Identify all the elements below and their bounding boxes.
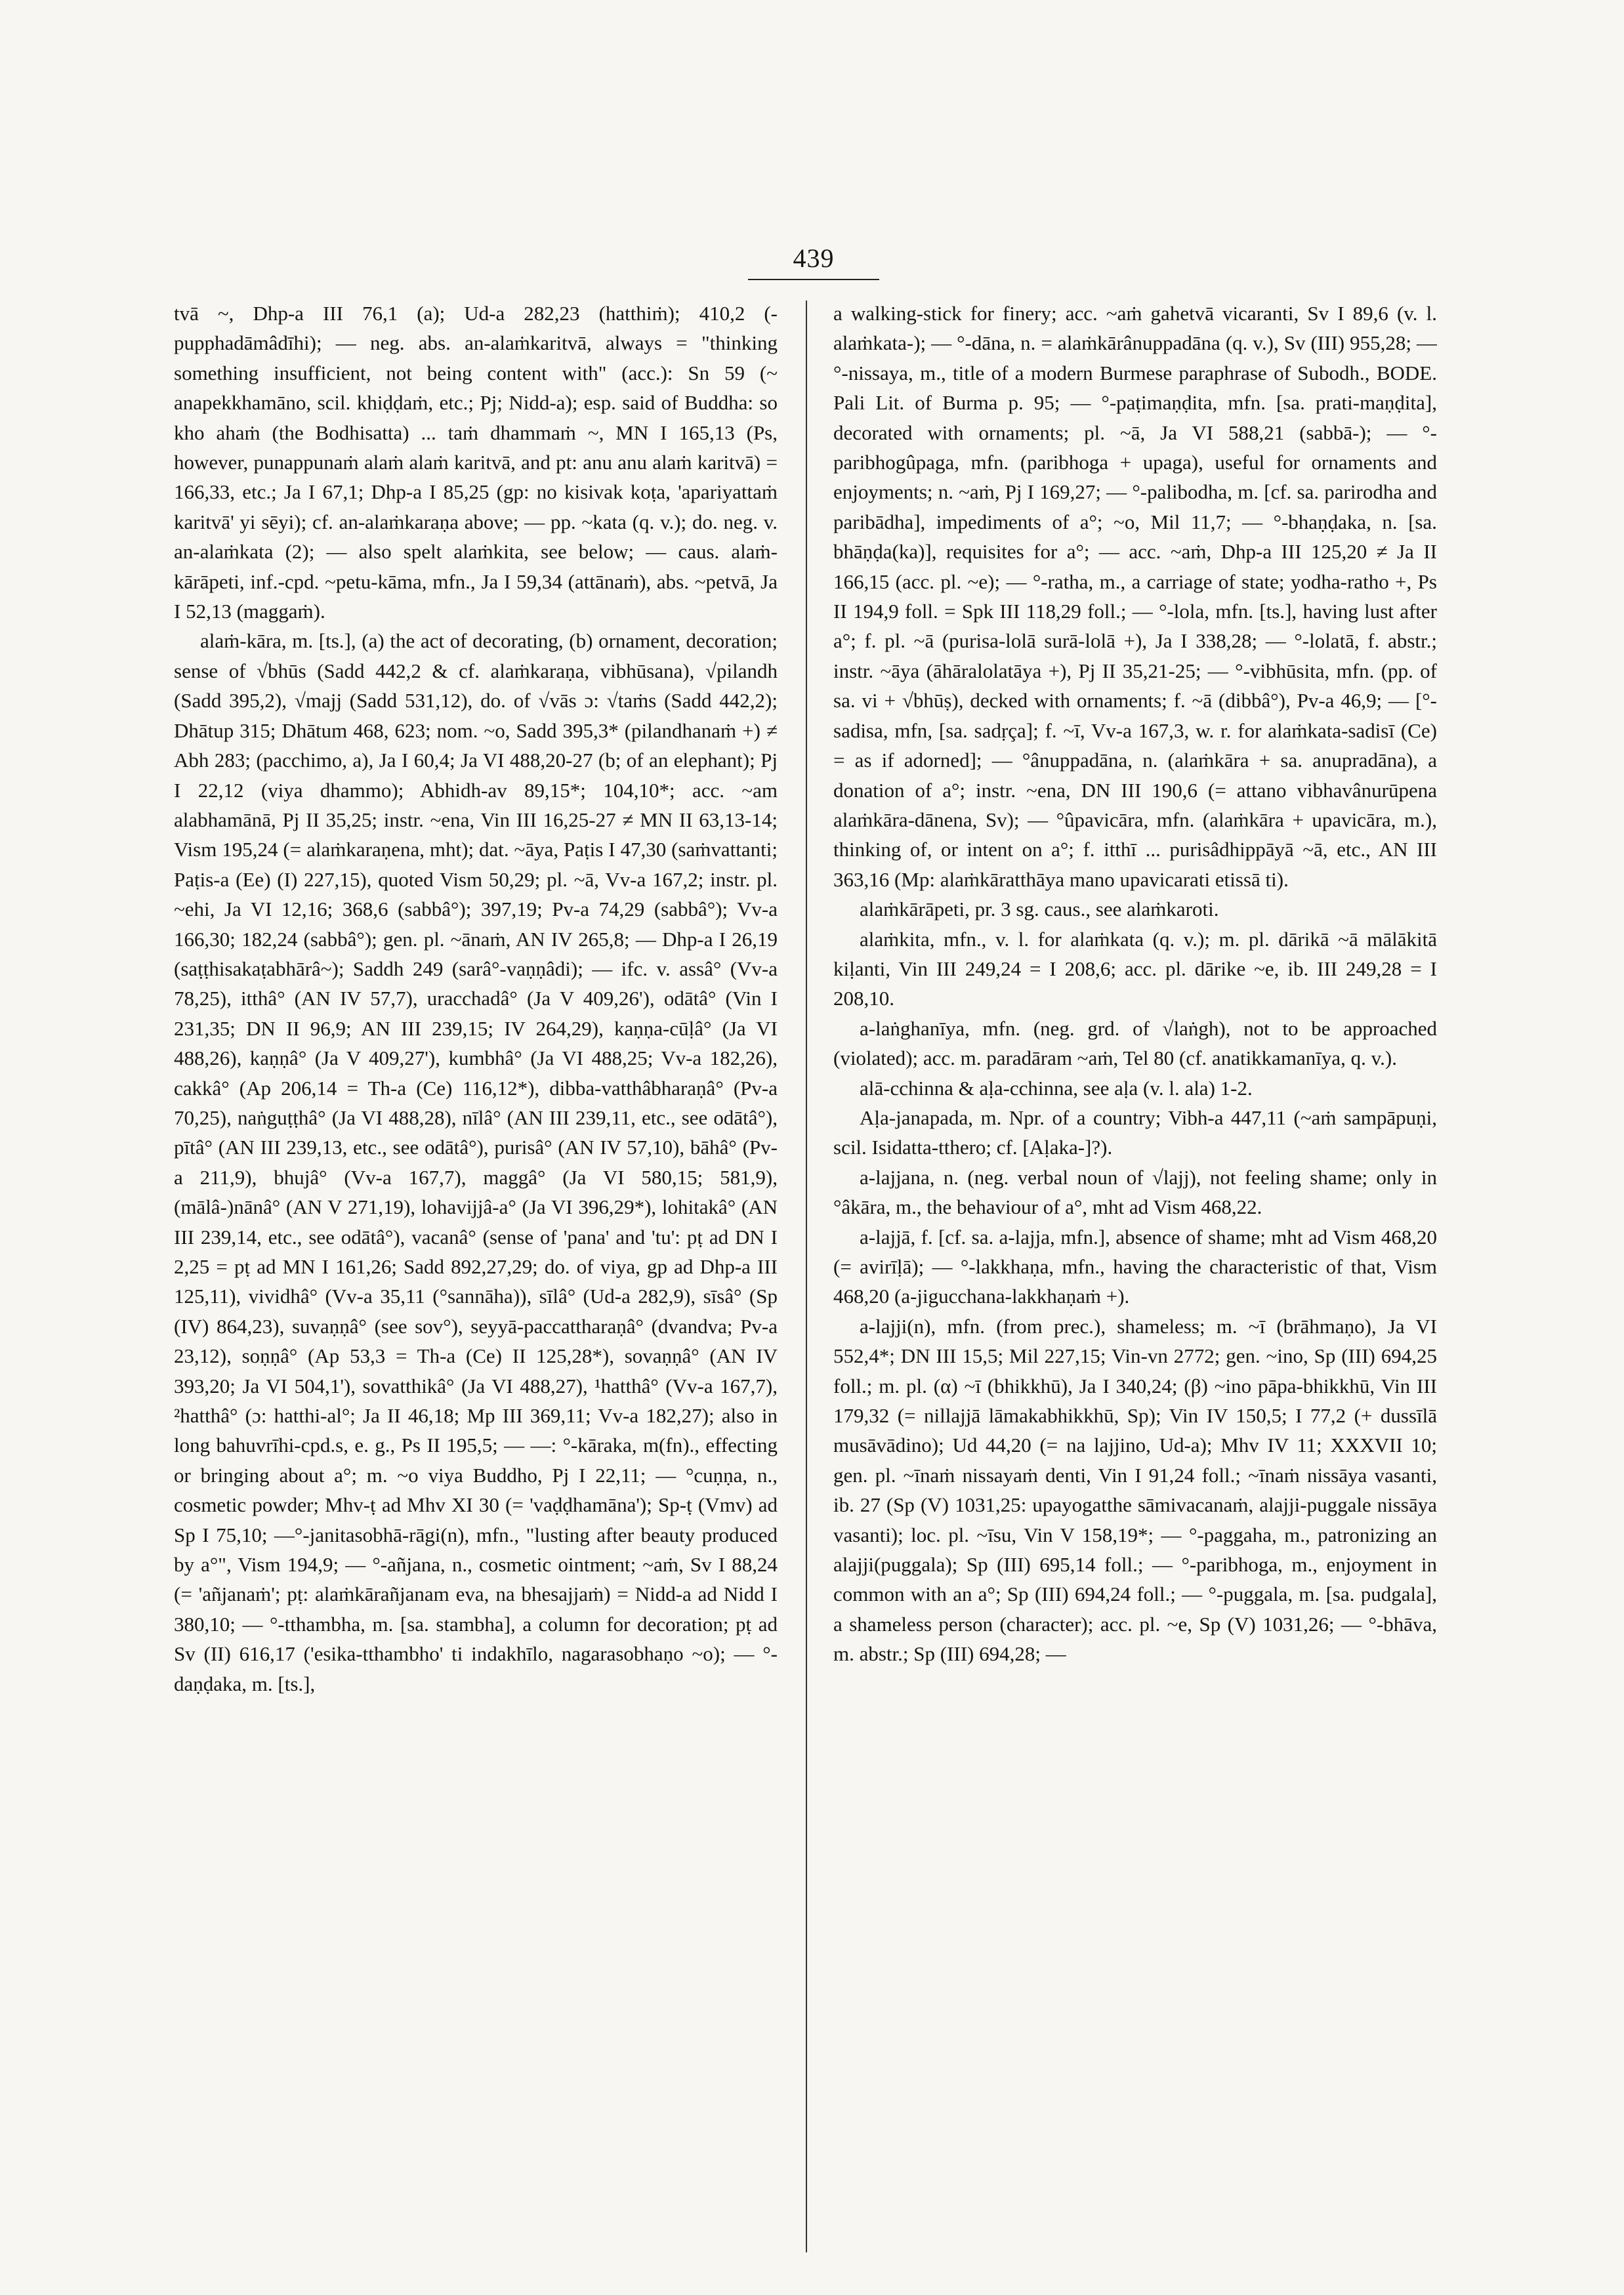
- right-column-paragraph: alaṁkārāpeti, pr. 3 sg. caus., see alaṁkaroti.: [860, 898, 1219, 921]
- left-column-paragraph: tvā ~, Dhp-a III 76,1 (a); Ud-a 282,23 (hatthiṁ); 410,2 (-pupphadāmâdīhi); — neg. abs. an-alaṁkaritvā, always = "thinking something insufficient, not being content with" (acc.): Sn 59 (~ anapekkhamāno, scil. khiḍḍaṁ, etc.; Pj; Nidd-a); esp. said of Buddha: so kho ahaṁ (the Bodhisatta) ... taṁ dhammaṁ ~, MN I 165,13 (Ps, however, punappunaṁ alaṁ alaṁ karitvā, and pt: anu anu alaṁ karitvā) = 166,33, etc.; Ja I 67,1; Dhp-a I 85,25 (gp: no kisivak koṭa, 'apariyattaṁ karitvā' yi sēyi); cf. an-alaṁkaraṇa above; — pp. ~kata (q. v.); do. neg. v. an-alaṁkata (2); — also spelt alaṁkita, see below; — caus. alaṁ-kārāpeti, inf.-cpd. ~petu-kāma, mfn., Ja I 59,34 (attānaṁ), abs. ~petvā, Ja I 52,13 (maggaṁ).: [174, 302, 778, 623]
- page-number: 439: [793, 243, 835, 273]
- right-column-paragraph: a-laṅghanīya, mfn. (neg. grd. of √laṅgh), not to be approached (violated); acc. m. paradāram ~aṁ, Tel 80 (cf. anatikkamanīya, q. v.).: [833, 1016, 1437, 1070]
- right-column-paragraph: a-lajjana, n. (neg. verbal noun of √lajj), not feeling shame; only in °âkāra, m., the behaviour of a°, mht ad Vism 468,22.: [833, 1165, 1437, 1219]
- right-column-paragraph: alā-cchinna & aḷa-cchinna, see aḷa (v. l. ala) 1-2.: [860, 1076, 1253, 1100]
- right-column: [833, 299, 1437, 2254]
- right-column-paragraph: a-lajjā, f. [cf. sa. a-lajja, mfn.], absence of shame; mht ad Vism 468,20 (= avirīḷā); — °-lakkhaṇa, mfn., having the characteristic of that, Vism 468,20 (a-jigucchana-lakkhaṇaṁ +).: [833, 1225, 1437, 1308]
- page-number-rule: [748, 279, 879, 280]
- left-column: [174, 299, 778, 2254]
- right-column-paragraph: a walking-stick for finery; acc. ~aṁ gahetvā vicaranti, Sv I 89,6 (v. l. alaṁkata-); — °-dāna, n. = alaṁkārânuppadāna (q. v.), Sv (III) 955,28; — °-nissaya, m., title of a modern Burmese paraphrase of Subodh., BODE. Pali Lit. of Burma p. 95; — °-paṭimaṇḍita, mfn. [sa. prati-maṇḍita], decorated with ornaments; pl. ~ā, Ja VI 588,21 (sabbā-); — °-paribhogûpaga, mfn. (paribhoga + upaga), useful for ornaments and enjoyments; n. ~aṁ, Pj I 169,27; — °-palibodha, m. [cf. sa. parirodha and paribādha], impediments of a°; ~o, Mil 11,7; — °-bhaṇḍaka, n. [sa. bhāṇḍa(ka)], requisites for a°; — acc. ~aṁ, Dhp-a III 125,20 ≠ Ja II 166,15 (acc. pl. ~e); — °-ratha, m., a carriage of state; yodha-ratho +, Ps II 194,9 foll. = Spk III 118,29 foll.; — °-lola, mfn. [ts.], having lust after a°; f. pl. ~ā (purisa-lolā surā-lolā +), Ja I 338,28; — °-lolatā, f. abstr.; instr. ~āya (āhāralolatāya +), Pj II 35,21-25; — °-vibhūsita, mfn. (pp. of sa. vi + √bhūṣ), decked with ornaments; f. ~ā (dibbâ°), Pv-a 46,9; — [°-sadisa, mfn, [sa. sadṛça]; f. ~ī, Vv-a 167,3, w. r. for alaṁkata-sadisī (Ce) = as if adorned]; — °ânuppadāna, n. (alaṁkāra + sa. anupradāna), a donation of a°; instr. ~ena, DN III 190,6 (= attano vibhavânurūpena alaṁkāra-dānena, Sv); — °ûpavicāra, mfn. (alaṁkāra + upavicāra, m.), thinking of, or intent on a°; f. itthī ... purisâdhippāyā ~ā, etc., AN III 363,16 (Mp: alaṁkāratthāya mano upavicarati etissā ti).: [833, 302, 1437, 891]
- left-column-paragraph: alaṁ-kāra, m. [ts.], (a) the act of decorating, (b) ornament, decoration; sense of √bhūs (Sadd 442,2 & cf. alaṁkaraṇa, vibhūsana), √pilandh (Sadd 395,2), √majj (Sadd 531,12), do. of √vās ɔ: √taṁs (Sadd 442,2); Dhātup 315; Dhātum 468, 623; nom. ~o, Sadd 395,3* (pilandhanaṁ +) ≠ Abh 283; (pacchimo, a), Ja I 60,4; Ja VI 488,20-27 (b; of an elephant); Pj I 22,12 (viya dhammo); Abhidh-av 89,15*; 104,10*; acc. ~am alabhamānā, Pj II 35,25; instr. ~ena, Vin III 16,25-27 ≠ MN II 63,13-14; Vism 195,24 (= alaṁkaraṇena, mht); dat. ~āya, Paṭis I 47,30 (saṁvattanti; Paṭis-a (Ee) (I) 227,15), quoted Vism 50,29; pl. ~ā, Vv-a 167,2; instr. pl. ~ehi, Ja VI 12,16; 368,6 (sabbâ°); 397,19; Pv-a 74,29 (sabbâ°); Vv-a 166,30; 182,24 (sabbâ°); gen. pl. ~ānaṁ, AN IV 265,8; — Dhp-a I 26,19 (saṭṭhisakaṭabhārâ~); Saddh 249 (sarâ°-vaṇṇâdi); — ifc. v. assâ° (Vv-a 78,25), itthâ° (AN IV 57,7), uracchadâ° (Ja V 409,26'), odātâ° (Vin I 231,35; DN II 96,9; AN III 239,15; IV 264,29), kaṇṇa-cūḷâ° (Ja VI 488,26), kaṇṇâ° (Ja V 409,27'), kumbhâ° (Ja VI 488,25; Vv-a 182,26), cakkâ° (Ap 206,14 = Th-a (Ce) 116,12*), dibba-vatthâbharaṇâ° (Pv-a 70,25), naṅguṭṭhâ° (Ja VI 488,28), nīlâ° (AN III 239,11, etc., see odātâ°), pītâ° (AN III 239,13, etc., see odātâ°), purisâ° (AN IV 57,10), bāhâ° (Pv-a 211,9), bhujâ° (Vv-a 167,7), maggâ° (Ja VI 580,15; 581,9), (mālâ-)nānâ° (AN V 271,19), lohavijjâ-a° (Ja VI 396,29*), lohitakâ° (AN III 239,14, etc., see odātâ°), vacanâ° (sense of 'pana' and 'tu': pṭ ad DN I 2,25 = pṭ ad MN I 161,26; Sadd 892,27,29; do. of viya, gp ad Dhp-a III 125,11), vividhâ° (Vv-a 35,11 (°sannāha)), sīlâ° (Ud-a 282,9), sīsâ° (Sp (IV) 864,23), suvaṇṇâ° (see sov°), seyyā-paccattharaṇâ° (dvandva; Pv-a 23,12), soṇṇâ° (Ap 53,3 = Th-a (Ce) II 125,28*), sovaṇṇâ° (AN IV 393,20; Ja VI 504,1'), sovatthikâ° (Ja VI 488,27), ¹hatthâ° (Vv-a 167,7), ²hatthâ° (ɔ: hatthi-al°; Ja II 46,18; Mp III 369,11; Vv-a 182,27); also in long bahuvrīhi-cpd.s, e. g., Ps II 195,5; — —: °-kāraka, m(fn)., effecting or bringing about a°; m. ~o viya Buddho, Pj I 22,11; — °cuṇṇa, n., cosmetic powder; Mhv-ṭ ad Mhv XI 30 (= 'vaḍḍhamāna'); Sp-ṭ (Vmv) ad Sp I 75,10; —°-janitasobhā-rāgi(n), mfn., "lusting after beauty produced by a°", Vism 194,9; — °-añjana, n., cosmetic ointment; ~aṁ, Sv I 88,24 (= 'añjanaṁ'; pṭ: alaṁkārañjanam eva, na bhesajjaṁ) = Nidd-a ad Nidd I 380,10; — °-tthambha, m. [sa. stambha], a column for decoration; pṭ ad Sv (II) 616,17 ('esika-tthambho' ti indakhīlo, nagarasobhaṇo ~o); — °-daṇḍaka, m. [ts.],: [174, 629, 778, 1695]
- right-column-paragraph: alaṁkita, mfn., v. l. for alaṁkata (q. v.); m. pl. dārikā ~ā mālākitā kiḷanti, Vin III 249,24 = I 208,6; acc. pl. dārike ~e, ib. III 249,28 = I 208,10.: [833, 927, 1437, 1010]
- right-column-paragraph: a-lajji(n), mfn. (from prec.), shameless; m. ~ī (brāhmaṇo), Ja VI 552,4*; DN III 15,5; Mil 227,15; Vin-vn 2772; gen. ~ino, Sp (III) 694,25 foll.; m. pl. (α) ~ī (bhikkhū), Ja I 340,24; (β) ~ino pāpa-bhikkhū, Vin III 179,32 (= nillajjā lāmakabhikkhū, Sp); Vin IV 150,5; I 77,2 (+ dussīlā musāvādino); Ud 44,20 (= na lajjino, Ud-a); Mhv IV 11; XXXVII 10; gen. pl. ~īnaṁ nissayaṁ denti, Vin I 91,24 foll.; ~īnaṁ nissāya vasanti, ib. 27 (Sp (V) 1031,25: upayogatthe sāmivacanaṁ, alajji-puggale nissāya vasanti); loc. pl. ~īsu, Vin V 158,19*; — °-paggaha, m., patronizing an alajji(puggala); Sp (III) 695,14 foll.; — °-paribhoga, m., enjoyment in common with an a°; Sp (III) 694,24 foll.; — °-puggala, m. [sa. pudgala], a shameless person (character); acc. pl. ~e, Sp (V) 1031,26; — °-bhāva, m. abstr.; Sp (III) 694,28; —: [833, 1314, 1437, 1666]
- right-column-paragraph: Aḷa-janapada, m. Npr. of a country; Vibh-a 447,11 (~aṁ sampāpuṇi, scil. Isidatta-tthero; cf. [Aḷaka-]?).: [833, 1106, 1437, 1159]
- column-divider: [806, 300, 807, 2252]
